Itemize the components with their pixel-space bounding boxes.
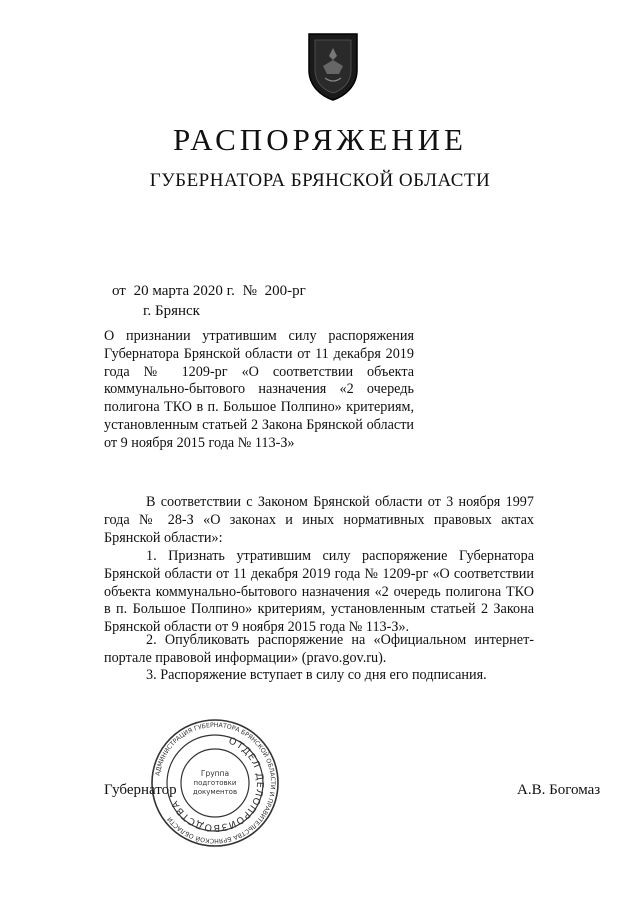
signatory-position: Губернатор — [104, 782, 177, 798]
stamp-center-line-3: документов — [192, 788, 238, 796]
signatory-name: А.В. Богомаз — [517, 782, 601, 798]
stamp-center-line-2: подготовки — [193, 779, 237, 787]
number-sign: № — [242, 283, 257, 299]
document-number: 200-рг — [264, 283, 306, 299]
official-stamp — [150, 718, 280, 848]
document-subject: О признании утратившим силу распоряжения Губернатора Брянской области от 11 декабря 2019 года № 1209-рг «О соответствии объекта коммунально-бытового назначения «2 очередь полигона ТКО в п. Большое Полпино» критериям, установленным статьей 2 Закона Брянской области от 9 ноября 2015 года № 113-З» — [104, 328, 414, 451]
document-city: г. Брянск — [143, 303, 200, 319]
document-subtitle: ГУБЕРНАТОРА БРЯНСКОЙ ОБЛАСТИ — [149, 170, 491, 191]
date-prefix: от — [112, 283, 126, 299]
item-1-paragraph: 1. Признать утратившим силу распоряжение Губернатора Брянской области от 11 декабря 2019 года № 1209-рг «О соответствии объекта коммунально-бытового назначения «2 очередь полигона ТКО в п. Большое Полпино» критериям, установленным статьей 2 Закона Брянской области от 9 ноября 2015 года № 113-З». — [104, 548, 534, 636]
stamp-outer-text: АДМИНИСТРАЦИЯ ГУБЕРНАТОРА БРЯНСКОЙ ОБЛАСТИ И ПРАВИТЕЛЬСТВА БРЯНСКОЙ ОБЛАСТИ — [154, 721, 277, 845]
date-number-line — [112, 283, 310, 300]
document-date: 20 марта 2020 г. — [133, 283, 235, 299]
stamp-center-line-1: Группа — [200, 769, 230, 778]
item-3-paragraph: 3. Распоряжение вступает в силу со дня его подписания. — [146, 667, 487, 683]
document-title: РАСПОРЯЖЕНИЕ — [173, 122, 467, 157]
stamp-middle-text: ОТДЕЛ ДЕЛОПРОИЗВОДСТВА — [169, 735, 266, 834]
item-2-paragraph: 2. Опубликовать распоряжение на «Официальном интернет-портале правовой информации» (pravo.gov.ru). — [104, 632, 534, 666]
preamble-paragraph: В соответствии с Законом Брянской области от 3 ноября 1997 года № 28-З «О законах и иных нормативных правовых актах Брянской области»: — [104, 494, 534, 546]
coat-of-arms-icon — [303, 30, 363, 102]
